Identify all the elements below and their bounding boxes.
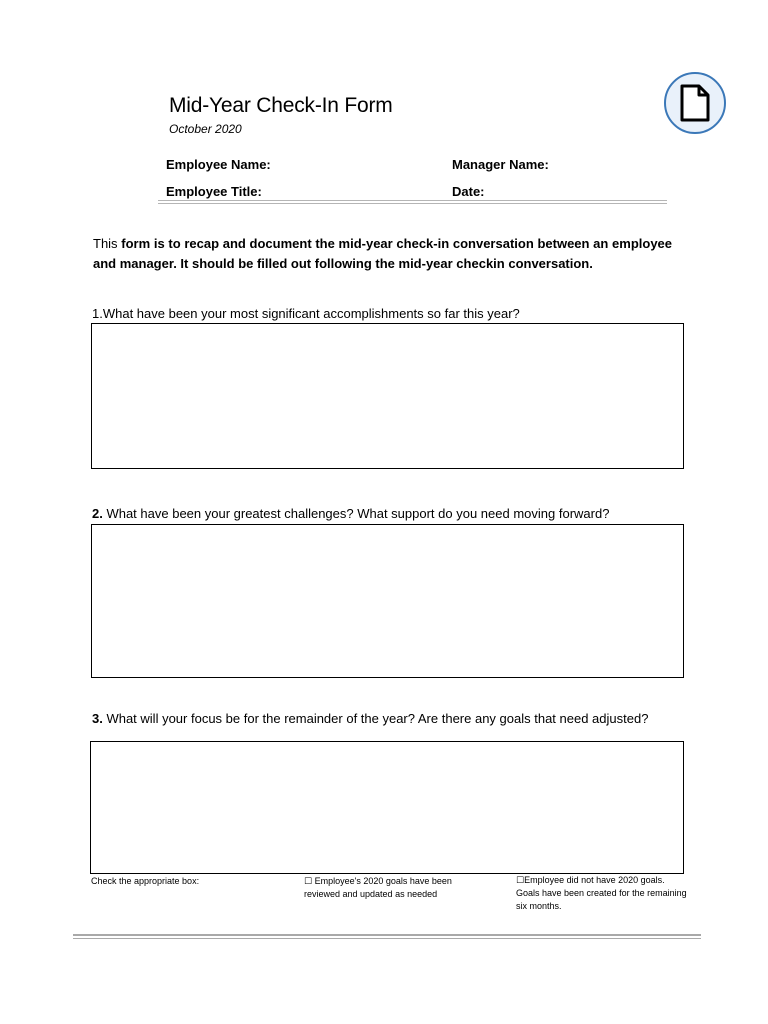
page-subtitle: October 2020 [169, 122, 242, 136]
checkbox-option-goals-reviewed-label: Employee's 2020 goals have been reviewed and updated as needed [304, 876, 452, 899]
answer-box-1[interactable] [91, 323, 684, 469]
checkbox-option-no-goals-label: Employee did not have 2020 goals. Goals have been created for the remaining six months. [516, 875, 687, 911]
manager-name-label: Manager Name: [452, 157, 549, 172]
footer-divider-secondary [73, 938, 701, 939]
checkbox-option-goals-reviewed[interactable] [304, 875, 484, 901]
checkbox-prompt: Check the appropriate box: [91, 876, 200, 886]
question-3 [92, 711, 648, 726]
question-1 [92, 306, 520, 321]
employee-title-label: Employee Title: [166, 184, 262, 199]
employee-name-label: Employee Name: [166, 157, 271, 172]
checkbox-icon[interactable]: ☐ [304, 876, 313, 886]
page-title: Mid-Year Check-In Form [169, 94, 393, 117]
intro-lead: This [93, 236, 122, 251]
date-label: Date: [452, 184, 485, 199]
question-2-text: What have been your greatest challenges? What support do you need moving forward? [102, 506, 610, 521]
footer-divider [73, 934, 701, 936]
checkbox-option-no-goals[interactable] [516, 874, 688, 913]
question-3-text: What will your focus be for the remainder of the year? Are there any goals that need adjusted? [102, 711, 649, 726]
answer-box-3[interactable] [90, 741, 684, 874]
question-1-text: 1.What have been your most significant accomplishments so far this year? [92, 306, 520, 321]
intro-bold: form is to recap and document the mid-year check-in conversation between an employee and manager. It should be filled out following the mid-year checkin conversation. [93, 236, 673, 271]
header-divider [158, 200, 667, 201]
question-3-number: 3. [92, 711, 103, 726]
checkbox-icon[interactable]: ☐ [516, 875, 525, 885]
document-icon [678, 84, 712, 122]
header-divider-secondary [158, 203, 667, 204]
intro-paragraph [93, 234, 672, 274]
answer-box-2[interactable] [91, 524, 684, 678]
question-2 [92, 506, 609, 521]
question-2-number: 2. [92, 506, 103, 521]
document-badge [664, 72, 726, 134]
